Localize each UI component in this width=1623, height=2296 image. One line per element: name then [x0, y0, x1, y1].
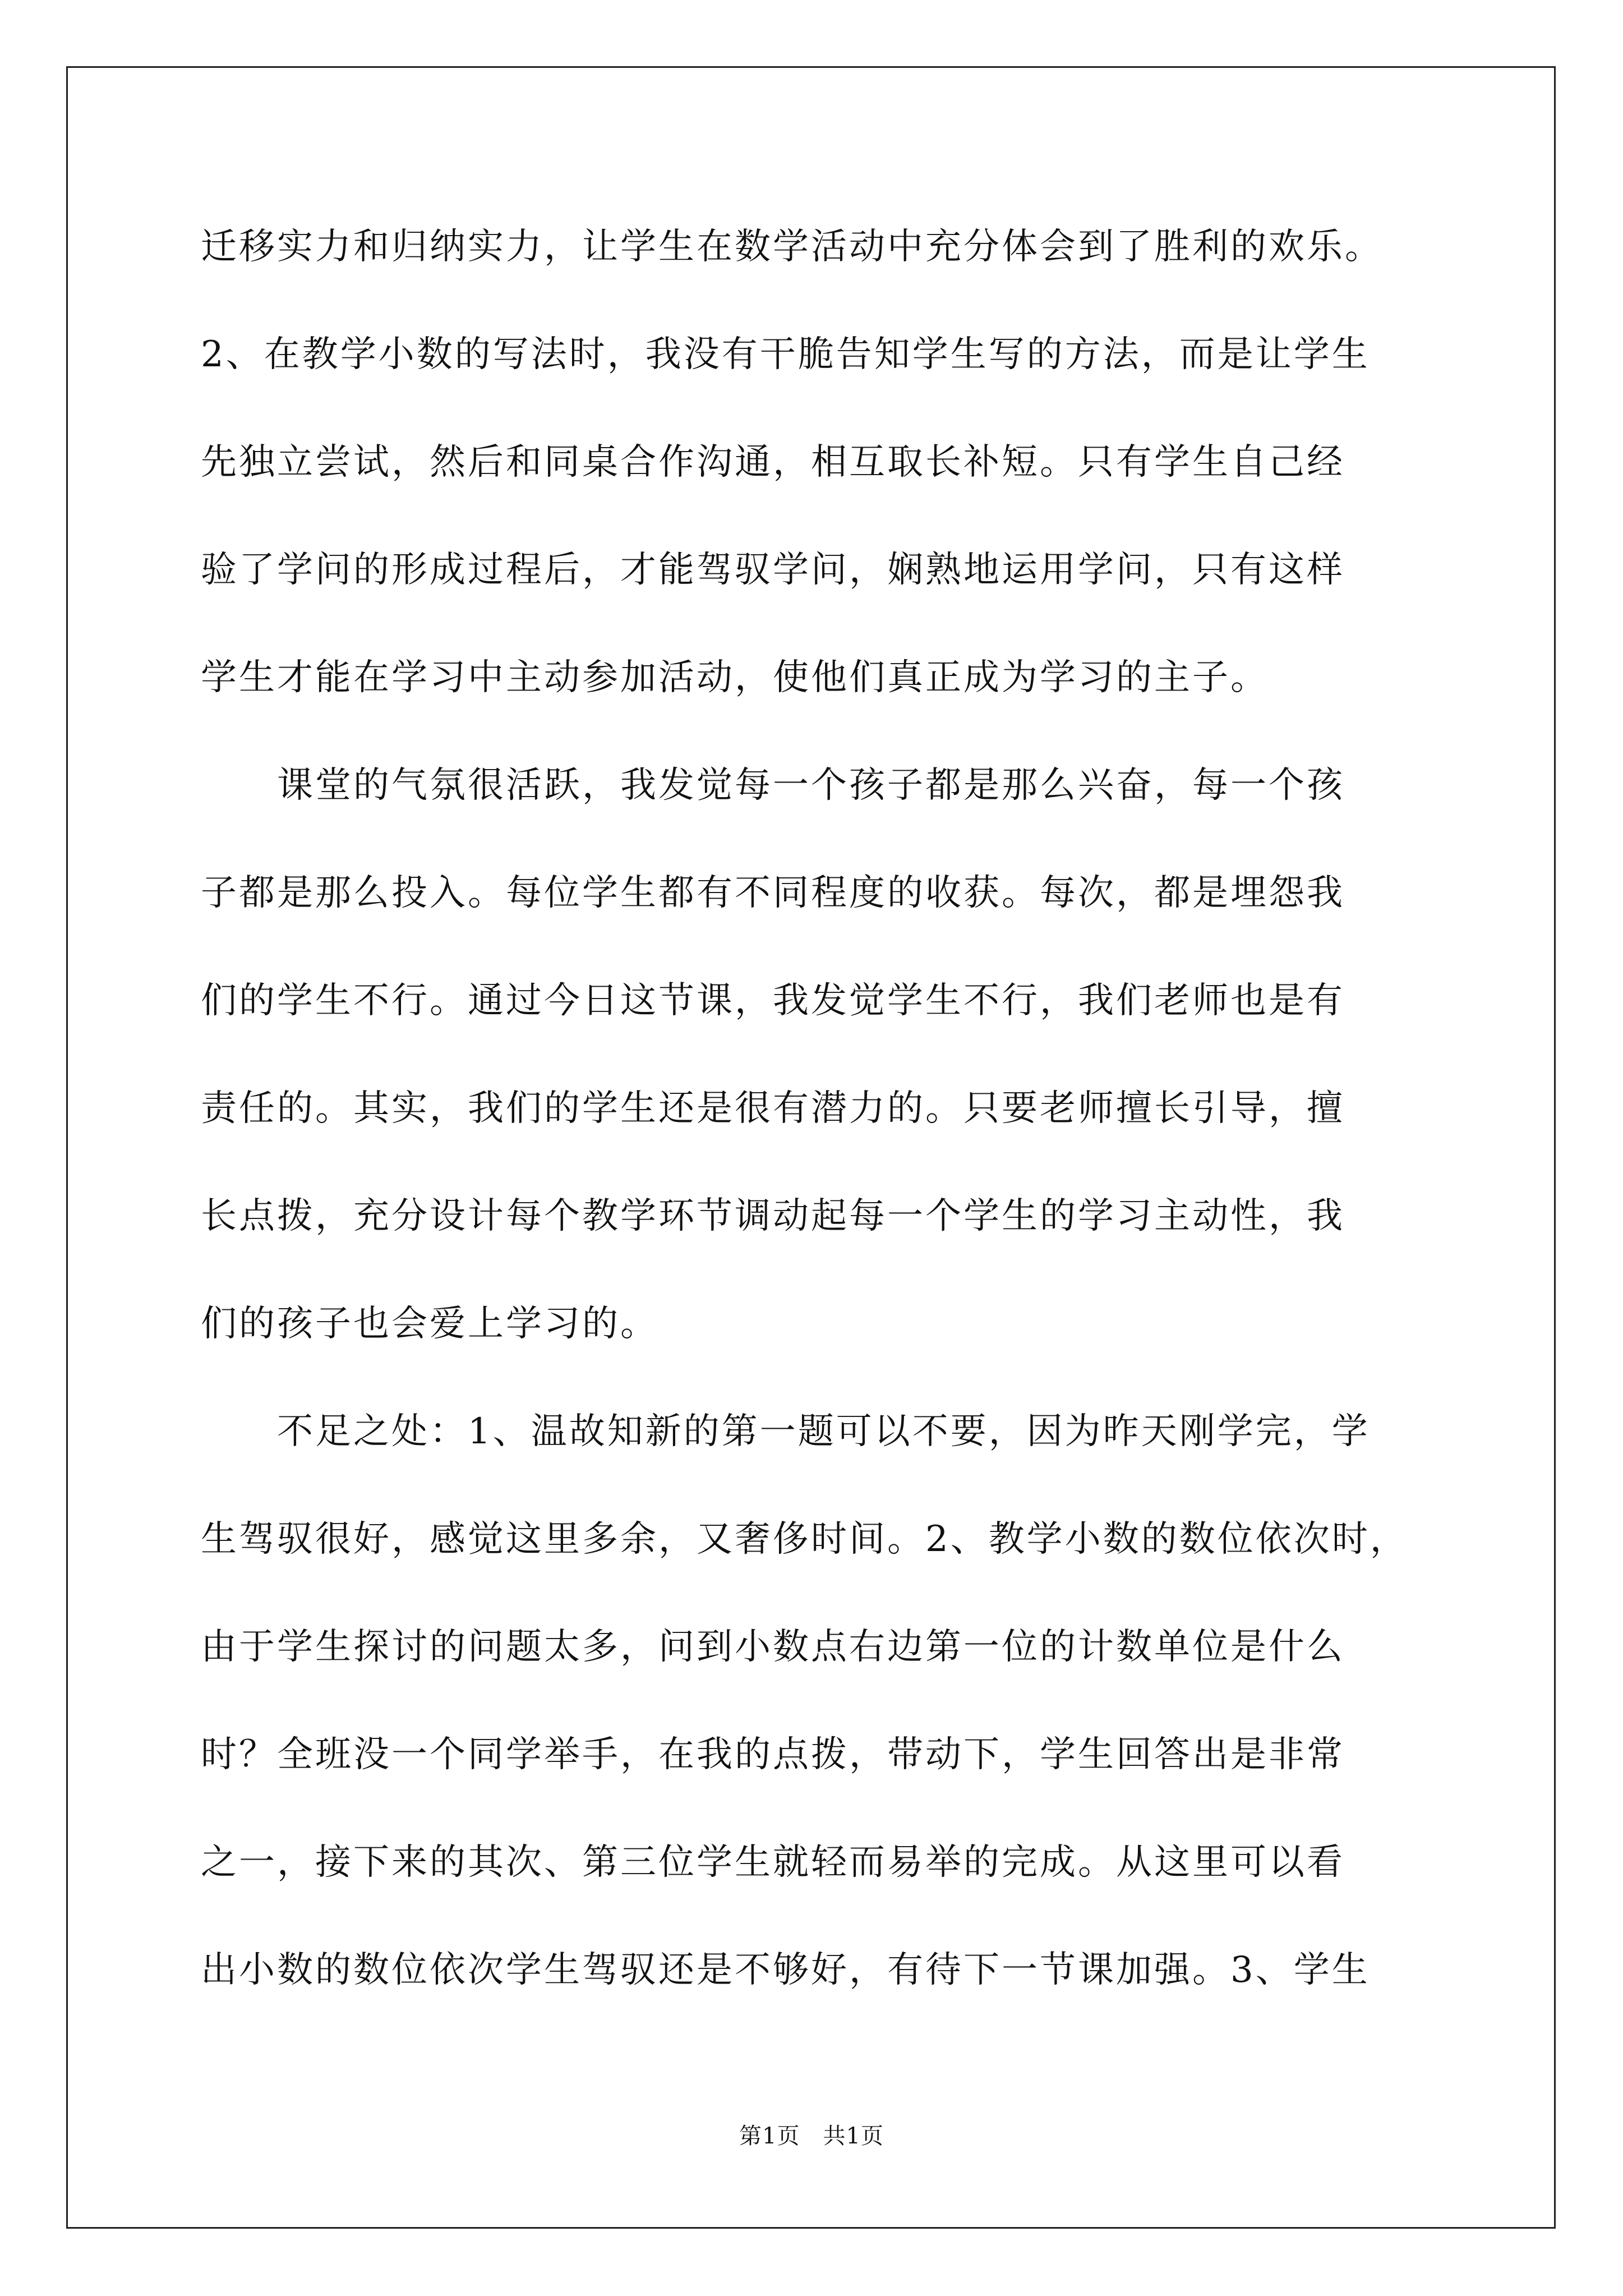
- text-line: 们的学生不行。通过今日这节课，我发觉学生不行，我们老师也是有: [201, 980, 1345, 1022]
- text-line: 子都是那么投入。每位学生都有不同程度的收获。每次，都是埋怨我: [201, 872, 1345, 914]
- text-line: 长点拨，充分设计每个教学环节调动起每一个学生的学习主动性，我: [201, 1195, 1345, 1237]
- text-line: 课堂的气氛很活跃，我发觉每一个孩子都是那么兴奋，每一个孩: [201, 765, 1345, 806]
- text-line: 们的孩子也会爱上学习的。: [201, 1303, 658, 1345]
- text-line: 责任的。其实，我们的学生还是很有潜力的。只要老师擅长引导，擅: [201, 1088, 1345, 1129]
- text-line: 2、在教学小数的写法时，我没有干脆告知学生写的方法，而是让学生: [201, 334, 1370, 375]
- text-line: 迁移实力和归纳实力，让学生在数学活动中充分体会到了胜利的欢乐。: [201, 226, 1383, 268]
- text-line: 验了学问的形成过程后，才能驾驭学问，娴熟地运用学问，只有这样: [201, 549, 1345, 591]
- text-line: 由于学生探讨的问题太多，问到小数点右边第一位的计数单位是什么: [201, 1626, 1345, 1668]
- text-line: 先独立尝试，然后和同桌合作沟通，相互取长补短。只有学生自己经: [201, 441, 1345, 483]
- text-line: 不足之处：1、温故知新的第一题可以不要，因为昨天刚学完，学: [201, 1411, 1370, 1452]
- text-line: 时？全班没一个同学举手，在我的点拨，带动下，学生回答出是非常: [201, 1734, 1345, 1775]
- page-border: [66, 66, 1556, 2229]
- text-line: 之一，接下来的其次、第三位学生就轻而易举的完成。从这里可以看: [201, 1842, 1345, 1883]
- text-line: 学生才能在学习中主动参加活动，使他们真正成为学习的主子。: [201, 657, 1269, 698]
- text-line: 生驾驭很好，感觉这里多余，又奢侈时间。2、教学小数的数位依次时，: [201, 1519, 1408, 1560]
- text-line: 出小数的数位依次学生驾驭还是不够好，有待下一节课加强。3、学生: [201, 1949, 1370, 1991]
- page-footer: 第1页 共1页: [739, 2123, 884, 2149]
